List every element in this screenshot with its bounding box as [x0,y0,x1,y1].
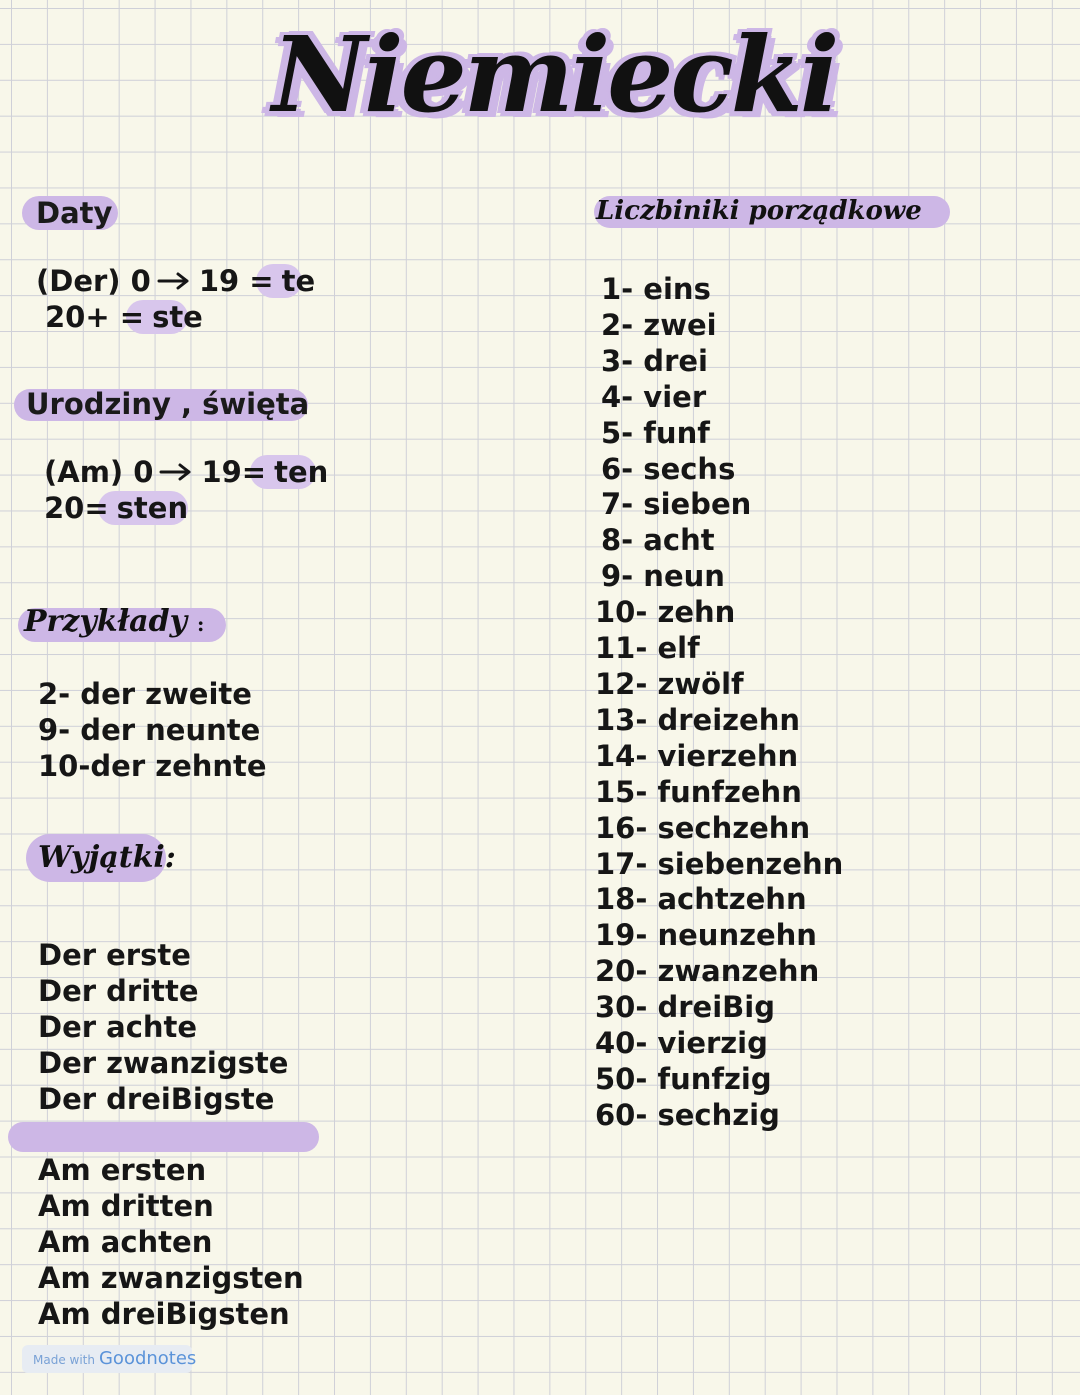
daty-rule-1-start: (Der) 0 [36,264,151,298]
list-item: 40- vierzig [595,1026,768,1061]
list-item: 11- elf [595,631,700,666]
urodziny-rule-2-suffix: sten [116,491,189,525]
page-title: Niemiecki [272,13,837,136]
urodziny-heading: Urodziny , święta [26,387,310,421]
list-item: 60- sechzig [595,1097,780,1132]
list-item: 50- funfzig [595,1061,772,1096]
daty-rule-2-suffix: ste [152,300,203,334]
liczebniki-heading: Liczbiniki porządkowe [596,196,922,226]
list-item: 5- funf [601,415,710,450]
list-item: Der zwanzigste [38,1045,289,1080]
list-item: 8- acht [601,523,715,558]
wyjatki-heading: Wyjątki: [38,840,176,875]
urodziny-rule-2 [44,490,188,526]
urodziny-rule-1-suffix: ten [274,455,329,489]
list-item: 16- sechzehn [595,810,811,845]
list-item: Am dritten [38,1188,214,1223]
list-item: 9- neun [601,559,725,594]
list-item: 4- vier [601,379,707,414]
list-item: 10- zehn [595,595,736,630]
list-item: 1- eins [601,272,711,306]
list-item: 12- zwölf [595,666,744,701]
wyjatki-am-list [38,1153,304,1333]
list-item: 3- drei [601,343,708,378]
list-item: 10-der zehnte [38,748,267,783]
list-item: 30- dreiBig [595,990,775,1025]
badge-prefix: Made with [33,1353,95,1367]
list-item: 15- funfzehn [595,774,802,809]
separator-highlight [8,1122,319,1152]
przyklady-list [38,677,267,785]
list-item: Der erste [38,938,191,972]
daty-rule-1-end: 19 = [198,264,274,298]
list-item: 6- sechs [601,451,736,486]
list-item: 19- neunzehn [595,918,817,953]
list-item: Am achten [38,1224,213,1259]
urodziny-rule-1-end: 19= [201,455,267,489]
daty-rule-1-suffix: te [281,264,316,298]
list-item: Am dreiBigsten [38,1296,290,1331]
list-item: 7- sieben [601,487,752,522]
list-item: 9- der neunte [38,712,261,747]
list-item: 2- der zweite [38,677,252,711]
list-item: Am ersten [38,1153,207,1187]
daty-rule-2 [45,299,203,335]
list-item: Der achte [38,1009,198,1044]
daty-rule-2-start: 20+ = [45,300,145,334]
urodziny-rule-1 [44,454,328,490]
przyklady-colon: : [197,612,205,636]
wyjatki-der-list [38,938,288,1118]
list-item: Der dritte [38,973,199,1008]
list-item: 14- vierzehn [595,738,799,773]
arrow-right-icon [159,462,193,482]
ordinal-numbers-list [595,272,843,1134]
list-item: 18- achtzehn [595,882,807,917]
list-item: Der dreiBigste [38,1081,275,1116]
arrow-right-icon [157,271,191,291]
list-item: 13- dreizehn [595,702,800,737]
made-with-goodnotes-badge [22,1345,197,1373]
urodziny-rule-1-start: (Am) 0 [44,455,154,489]
list-item: Am zwanzigsten [38,1260,304,1295]
list-item: 2- zwei [601,307,717,342]
list-item: 20- zwanzehn [595,954,820,989]
daty-heading: Daty [36,196,113,230]
goodnotes-logo: Goodnotes [98,1348,197,1369]
przyklady-heading-text: Przykłady [24,604,188,639]
urodziny-rule-2-start: 20= [44,491,109,525]
daty-rule-1 [36,263,315,299]
list-item: 17- siebenzehn [595,846,844,881]
przyklady-heading [24,600,204,646]
